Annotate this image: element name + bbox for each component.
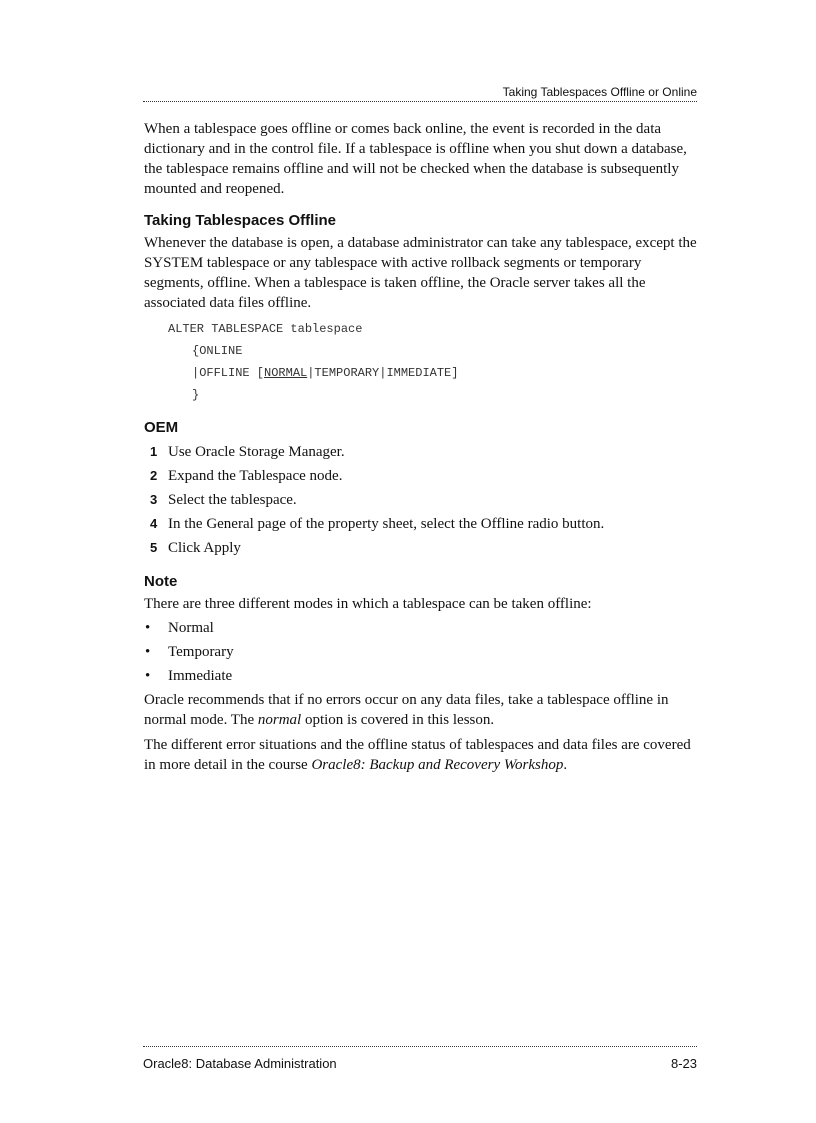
error-situations-text: The different error situations and the offline status of tablespaces and data files are covered in more detail in the course: [144, 737, 691, 773]
step-text: Click Apply: [168, 540, 241, 556]
step-number: 5: [150, 540, 158, 555]
oem-step: [144, 464, 704, 488]
mode-label: Normal: [168, 620, 214, 636]
oem-step: [144, 440, 704, 464]
step-number: 2: [150, 468, 158, 483]
step-number: 3: [150, 492, 158, 507]
offline-section-heading: Taking Tablespaces Offline: [144, 212, 336, 229]
syntax-line-statement: ALTER TABLESPACE tablespace: [168, 322, 363, 336]
footer-page-number: 8-23: [670, 1056, 697, 1071]
footer-divider: [143, 1046, 697, 1047]
mode-label: Temporary: [168, 644, 234, 660]
syntax-line-offline: [168, 362, 704, 384]
running-footer: [143, 1056, 697, 1072]
offline-section-paragraph: Whenever the database is open, a database administrator can take any tablespace, except the SYSTEM tablespace or any tablespace with active rollback segments or temporary segments, offline. When a tablespace is taken offline, the Oracle server takes all the associated data files offline.: [144, 235, 697, 311]
intro-paragraph: When a tablespace goes offline or comes back online, the event is recorded in the data dictionary and in the control file. If a tablespace is offline when you shut down a database, the tablespace remains offline and will not be checked when the database is subsequently mounted and reopened.: [144, 121, 687, 197]
step-text: Select the tablespace.: [168, 492, 297, 508]
syntax-line-close: }: [192, 388, 200, 402]
note-intro: There are three different modes in which a tablespace can be taken offline:: [144, 596, 592, 612]
error-situations-paragraph: [144, 735, 704, 775]
oem-step: [144, 488, 704, 512]
syntax-offline-prefix: |OFFLINE [: [192, 366, 265, 380]
note-heading: Note: [144, 573, 178, 590]
mode-item: [144, 664, 704, 688]
step-text: Use Oracle Storage Manager.: [168, 444, 345, 460]
bullet-marker: •: [145, 620, 151, 636]
bullet-marker: •: [145, 644, 151, 660]
oem-heading: OEM: [144, 419, 179, 436]
mode-item: [144, 640, 704, 664]
syntax-code-block: [168, 318, 704, 406]
recommendation-paragraph: [144, 690, 704, 730]
header-divider: [143, 101, 697, 102]
step-text: Expand the Tablespace node.: [168, 468, 343, 484]
step-text: In the General page of the property sheet, select the Offline radio button.: [168, 516, 605, 532]
page-content: [144, 119, 704, 780]
oem-step: [144, 536, 704, 560]
recommendation-text-end: option is covered in this lesson.: [301, 712, 495, 728]
oem-step: [144, 512, 704, 536]
mode-label: Immediate: [168, 668, 233, 684]
footer-course-title: Oracle8: Database Administration: [143, 1056, 337, 1071]
recommendation-text: Oracle recommends that if no errors occur on any data files, take a tablespace offline in normal mode. The: [144, 692, 669, 728]
bullet-marker: •: [145, 668, 151, 684]
step-number: 1: [150, 444, 158, 459]
mode-item: [144, 616, 704, 640]
syntax-default-option: NORMAL: [264, 366, 308, 380]
running-header: Taking Tablespaces Offline or Online: [502, 85, 697, 99]
syntax-offline-suffix: |TEMPORARY|IMMEDIATE]: [307, 366, 459, 380]
course-title-emphasis: Oracle8: Backup and Recovery Workshop: [311, 757, 564, 773]
syntax-line-online: {ONLINE: [192, 344, 243, 358]
oem-steps-list: [144, 440, 704, 560]
step-number: 4: [150, 516, 158, 531]
normal-option-emphasis: normal: [257, 712, 302, 728]
error-situations-text-end: .: [563, 757, 568, 773]
offline-modes-list: [144, 616, 704, 688]
